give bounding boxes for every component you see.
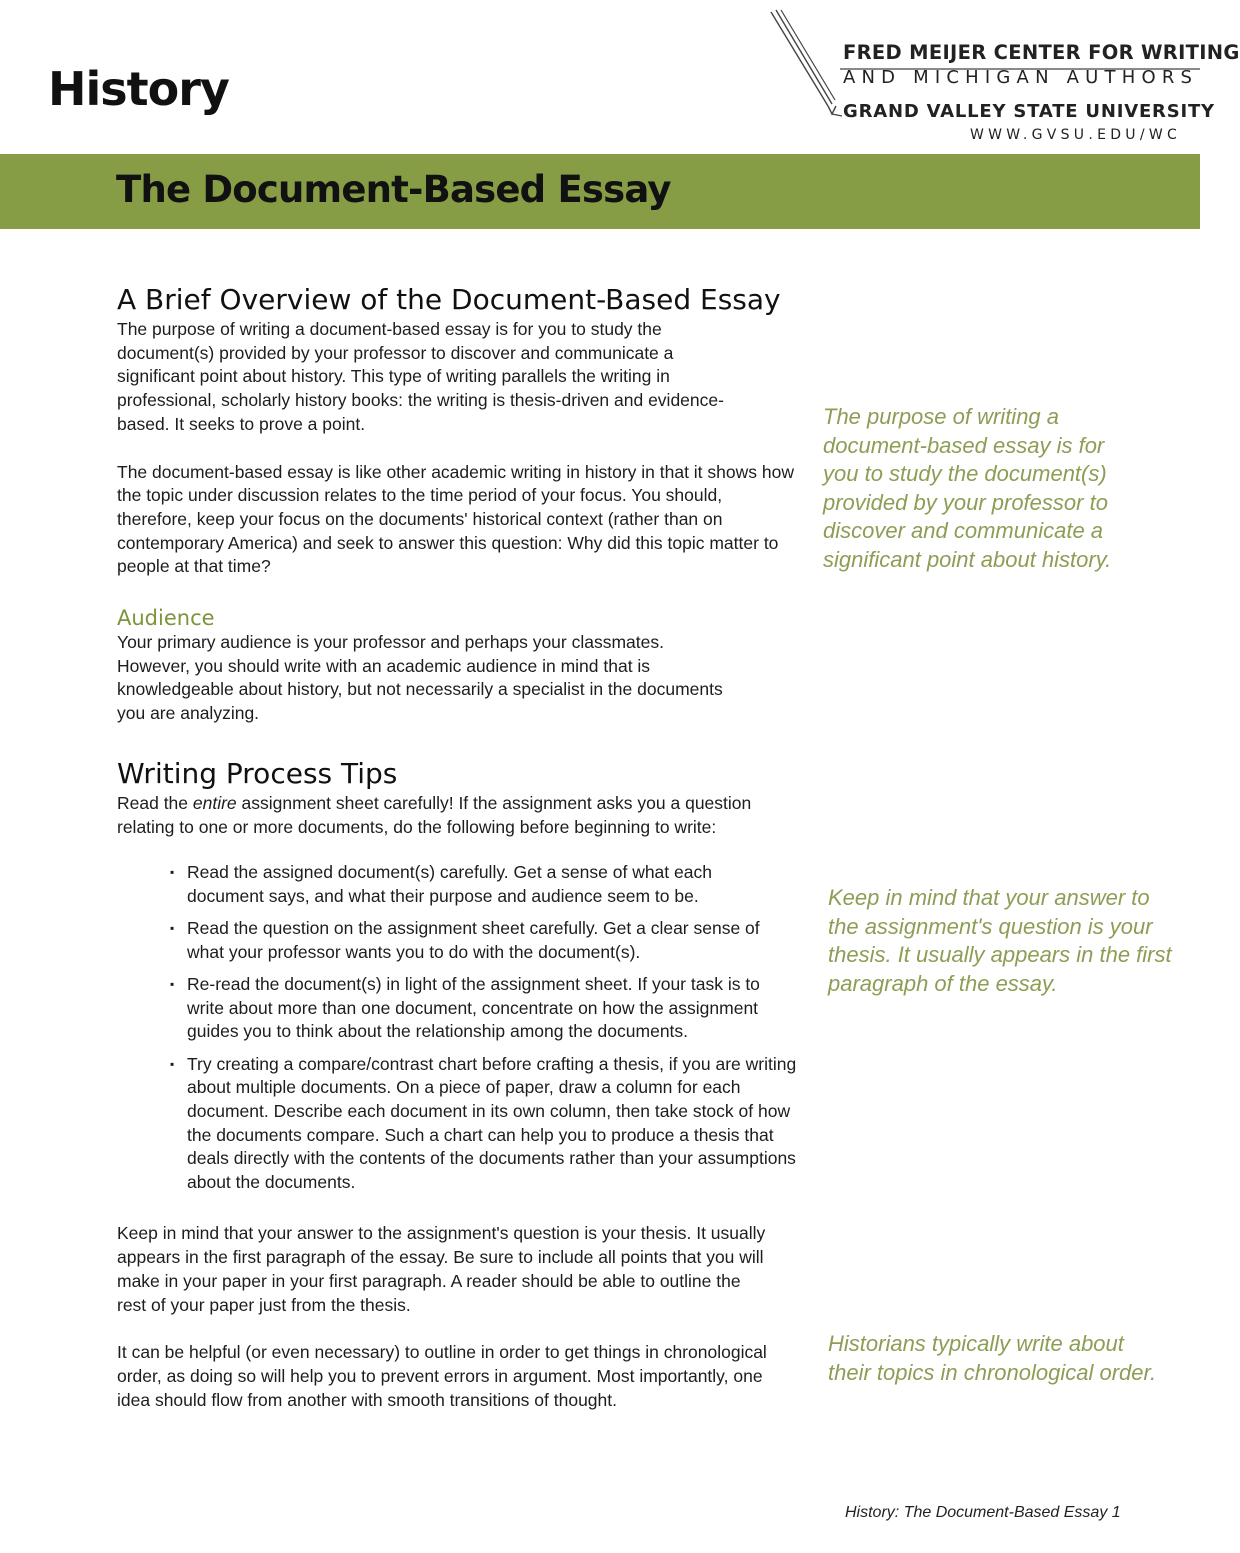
overview-paragraph-1: The purpose of writing a document-based essay is for you to study the document(s) provided by your professor to discover and communicate a significant point about history. This type of writing parallels the writing in professional, scholarly history books: the writing is thesis-driven and evidence-based. It seeks to prove a point.	[117, 319, 724, 434]
org-line-2: AND MICHIGAN AUTHORS	[843, 67, 1199, 88]
tips-list	[117, 861, 817, 1195]
thesis-paragraph: Keep in mind that your answer to the assignment's question is your thesis. It usually appears in the first paragraph of the essay. Be sure to include all points that you will make in your paper in your first paragraph. A reader should be able to outline the rest of your paper just from the thesis.	[117, 1223, 766, 1315]
tips-intro-emphasis: entire	[192, 792, 237, 813]
audience-heading: Audience	[117, 606, 215, 631]
outline-paragraph: It can be helpful (or even necessary) to outline in order to get things in chronological order, as doing so will help you to prevent errors in argument. Most importantly, one idea should flow from another with smooth transitions of thought.	[117, 1342, 767, 1410]
main-column	[117, 282, 817, 1412]
overview-heading: A Brief Overview of the Document-Based Essay	[117, 283, 781, 316]
page-footer: History: The Document-Based Essay 1	[845, 1504, 1121, 1521]
tips-list-item: ▪ Try creating a compare/contrast chart before crafting a thesis, if you are writing about multiple documents. On a piece of paper, draw a column for each document. Describe each document in its own column, then take stock of how the documents compare. Such a chart can help you to produce a thesis that deals directly with the contents of the documents rather than your assumptions about the documents.	[187, 1053, 799, 1195]
gvsu-writing-center-logo	[768, 8, 1240, 148]
pullquote-purpose: The purpose of writing a document-based essay is for you to study the document(s) provided by your professor to discover and communicate a significant point about history.	[823, 404, 1112, 572]
overview-paragraph-2: The document-based essay is like other academic writing in history in that it shows how the topic under discussion relates to the time period of your focus. You should, therefore, keep your focus on the documents' historical context (rather than on contemporary America) and seek to answer this question: Why did this topic matter to people at that time?	[117, 461, 794, 577]
subject-title: History	[48, 62, 229, 116]
pullquote-thesis: Keep in mind that your answer to the assignment's question is your thesis. It usually appears in the first paragraph of the essay.	[828, 885, 1172, 996]
tips-list-item: ▪ Re-read the document(s) in light of the assignment sheet. If your task is to write about more than one document, concentrate on how the assignment guides you to think about the relationship among the documents.	[187, 973, 787, 1044]
org-website[interactable]: WWW.GVSU.EDU/WC	[970, 127, 1182, 143]
tips-list-item: ▪ Read the assigned document(s) carefully. Get a sense of what each document says, and what their purpose and audience seem to be.	[187, 861, 792, 908]
tips-intro: Read the entire assignment sheet carefully! If the assignment asks you a question relating to one or more documents, do the following before beginning to write:	[117, 792, 752, 837]
org-line-3: GRAND VALLEY STATE UNIVERSITY	[843, 101, 1215, 122]
title-banner	[0, 154, 1200, 229]
pullquote-chronological: Historians typically write about their topics in chronological order.	[828, 1331, 1157, 1385]
tips-list-item: ▪ Read the question on the assignment sheet carefully. Get a clear sense of what your professor wants you to do with the document(s).	[187, 917, 787, 964]
pen-icon	[768, 8, 848, 123]
tips-heading: Writing Process Tips	[117, 756, 398, 790]
document-title: The Document-Based Essay	[116, 168, 671, 211]
org-line-1: FRED MEIJER CENTER FOR WRITING	[843, 41, 1240, 64]
audience-paragraph: Your primary audience is your professor and perhaps your classmates. However, you should write with an academic audience in mind that is knowledgeable about history, but not necessarily a specialist in the documents you are analyzing.	[117, 632, 723, 724]
